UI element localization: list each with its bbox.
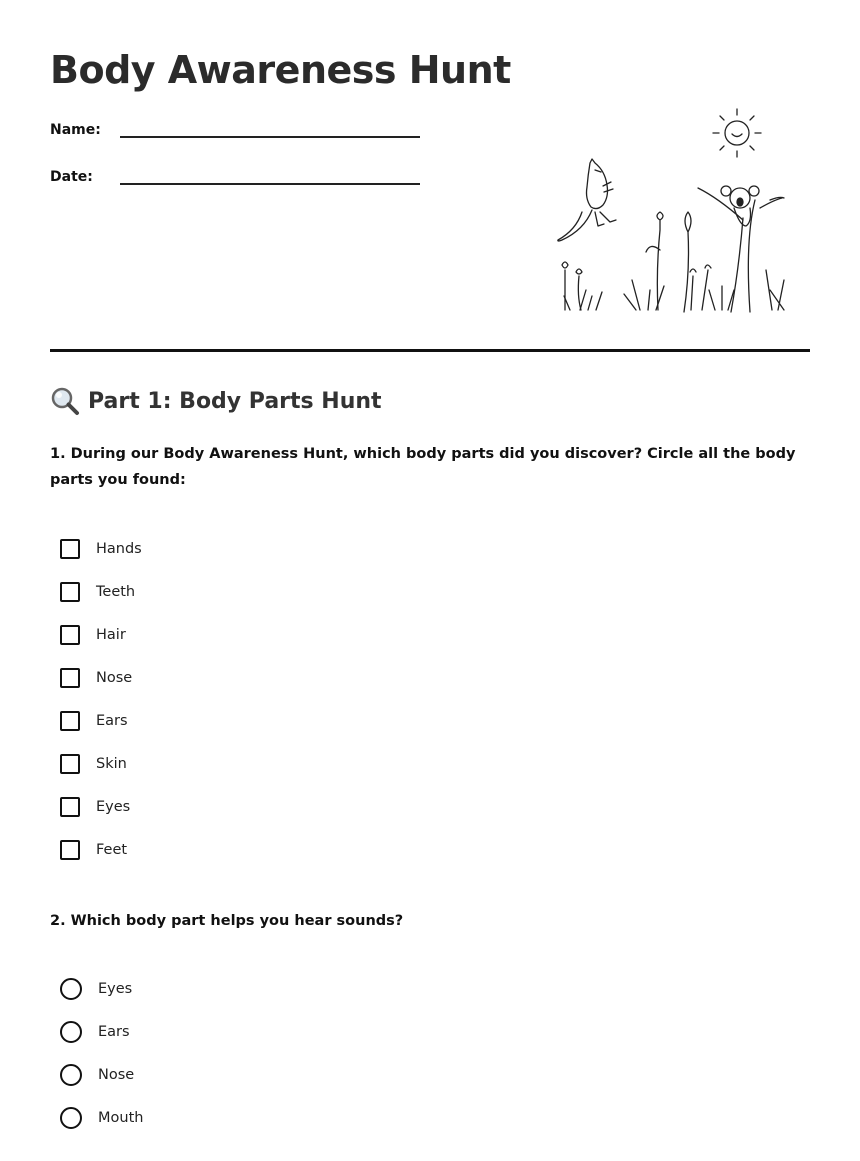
option-label: Feet [96,842,128,858]
section-divider [50,349,810,352]
name-input-line[interactable] [120,136,420,138]
option-label: Ears [96,713,128,729]
option-label: Eyes [98,981,133,997]
worksheet-title: Body Awareness Hunt [50,48,511,92]
q1-option[interactable] [60,794,130,820]
option-label: Skin [96,756,127,772]
checkbox[interactable] [60,582,80,602]
option-label: Ears [98,1024,130,1040]
option-label: Eyes [96,799,131,815]
q1-option[interactable] [60,665,132,691]
q2-option[interactable] [60,1019,130,1045]
option-label: Hands [96,541,142,557]
question-2: 2. Which body part helps you hear sounds? [50,913,404,929]
section-heading-text: Part 1: Body Parts Hunt [88,388,382,414]
name-field [50,122,420,138]
q1-option[interactable] [60,708,128,734]
option-label: Nose [96,670,133,686]
magnifying-glass-icon [50,386,80,416]
radio-button[interactable] [60,1107,82,1129]
q1-option[interactable] [60,536,142,562]
radio-button[interactable] [60,978,82,1000]
radio-button[interactable] [60,1064,82,1086]
question-1: 1. During our Body Awareness Hunt, which body parts did you discover? Circle all the body parts you found: [50,446,796,488]
option-label: Hair [96,627,126,643]
q2-option[interactable] [60,976,132,1002]
checkbox[interactable] [60,754,80,774]
koala-icon [698,186,784,312]
checkbox[interactable] [60,711,80,731]
checkbox[interactable] [60,625,80,645]
checkbox[interactable] [60,668,80,688]
q1-option[interactable] [60,837,127,863]
option-label: Teeth [96,584,136,600]
q1-option[interactable] [60,579,135,605]
section-heading [50,386,382,416]
radio-button[interactable] [60,1021,82,1043]
q1-option[interactable] [60,622,126,648]
date-field [50,169,420,185]
q1-option[interactable] [60,751,127,777]
kangaroo-koala-illustration [540,100,800,320]
q2-option[interactable] [60,1105,143,1131]
date-label: Date: [50,169,93,185]
option-label: Mouth [98,1110,144,1126]
checkbox[interactable] [60,840,80,860]
checkbox[interactable] [60,539,80,559]
option-label: Nose [98,1067,135,1083]
kangaroo-icon [558,159,616,241]
name-label: Name: [50,122,101,138]
checkbox[interactable] [60,797,80,817]
sun-icon [713,109,761,157]
q2-option[interactable] [60,1062,134,1088]
date-input-line[interactable] [120,183,420,185]
